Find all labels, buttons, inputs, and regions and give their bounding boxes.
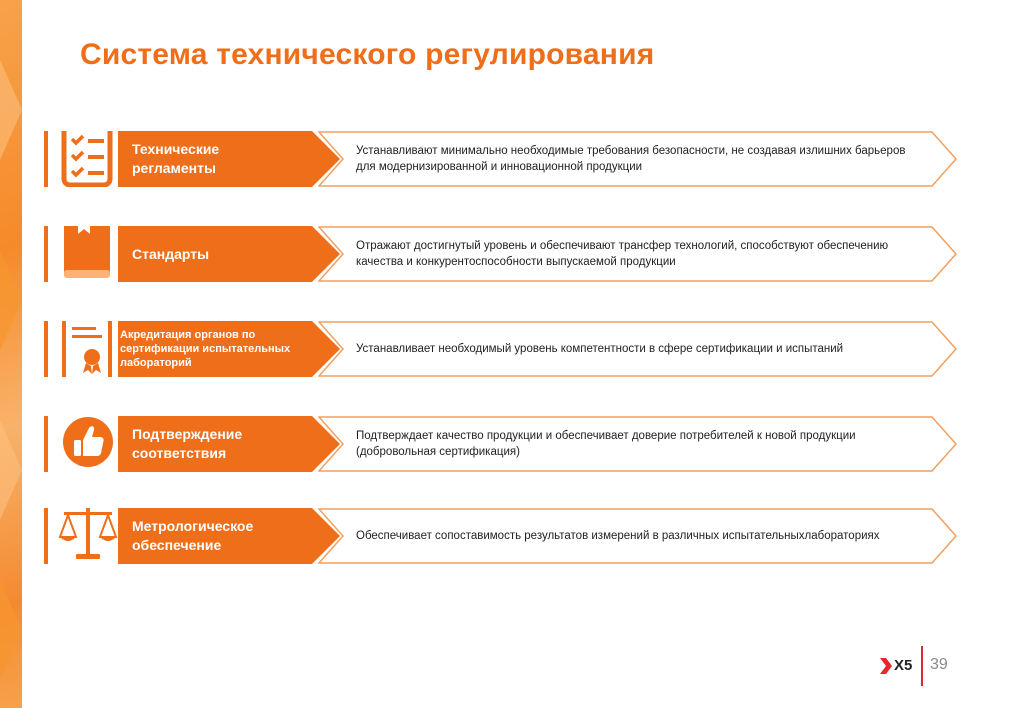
- row-description: [318, 416, 958, 472]
- row-description-text: Устанавливают минимально необходимые требования безопасности, не создавая излишних барьеров для модернизированной и инновационной продукции: [356, 145, 906, 173]
- regulation-row: [44, 321, 958, 377]
- slide-title: Система технического регулирования: [80, 38, 655, 71]
- row-accent-bar: [44, 131, 48, 187]
- row-label-text: Стандарты: [132, 245, 210, 262]
- checklist-clipboard-icon: [58, 131, 118, 187]
- decorative-left-strip: [0, 0, 22, 708]
- regulation-row: [44, 131, 958, 187]
- thumbs-up-icon: [58, 416, 118, 472]
- row-description: [318, 131, 958, 187]
- row-description-text: Обеспечивает сопоставимость результатов измерений в различных испытательныхлабораториях: [356, 530, 880, 542]
- regulation-row: [44, 226, 958, 282]
- scales-icon: [58, 508, 118, 564]
- row-accent-bar: [44, 508, 48, 564]
- footer-divider: [921, 646, 923, 686]
- logo-text: X5: [894, 657, 913, 674]
- row-label-text: Технические регламенты: [132, 141, 220, 176]
- regulation-row: [44, 508, 958, 564]
- row-label-text: Акредитация органов по сертификации испытательных лабораторий: [120, 329, 291, 369]
- row-label-text: Метрологическое обеспечение: [132, 518, 254, 553]
- x5-logo-icon: [880, 658, 892, 674]
- row-description: [318, 321, 958, 377]
- row-accent-bar: [44, 226, 48, 282]
- row-label: [118, 508, 340, 564]
- row-description-text: Устанавливает необходимый уровень компетентности в сфере сертификации и испытаний: [356, 343, 844, 355]
- row-accent-bar: [44, 321, 48, 377]
- row-label: [118, 321, 340, 377]
- row-label: [118, 416, 340, 472]
- row-accent-bar: [44, 416, 48, 472]
- regulation-row: [44, 416, 958, 472]
- row-description: [318, 226, 958, 282]
- certificate-document-icon: [58, 321, 118, 377]
- row-label-text: Подтверждение соответствия: [132, 426, 243, 461]
- row-label: [118, 226, 340, 282]
- row-description-text: Подтверждает качество продукции и обеспечивает доверие потребителей к новой продукции (добровольная сертификация): [356, 430, 856, 458]
- book-icon: [58, 226, 118, 282]
- row-description-text: Отражают достигнутый уровень и обеспечивают трансфер технологий, способствуют обеспечению качества и конкурентоспособности выпускаемой продукции: [356, 240, 889, 268]
- row-label: [118, 131, 340, 187]
- row-description: [318, 508, 958, 564]
- page-number: 39: [930, 656, 948, 673]
- slide-footer: [880, 646, 960, 686]
